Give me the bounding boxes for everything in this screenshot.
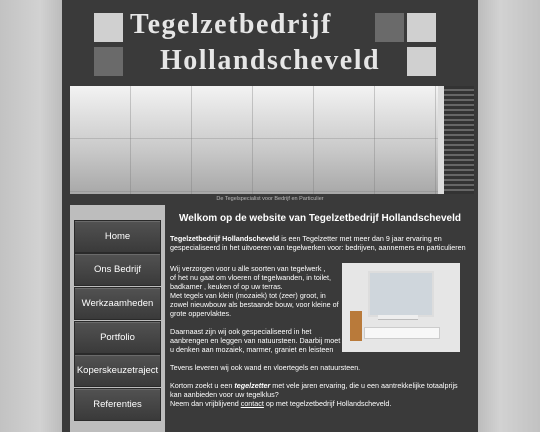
banner-radiator	[444, 86, 474, 194]
services-line: Wij verzorgen voor u alle soorten van tegelwerk ,	[170, 264, 326, 273]
nav-referenties[interactable]: Referenties	[74, 388, 161, 421]
nav-ons-bedrijf[interactable]: Ons Bedrijf	[74, 253, 161, 286]
natuursteen-line: Daarnaast zijn wij ook gespecialiseerd in het	[170, 327, 312, 336]
nav-werkzaamheden[interactable]: Werkzaamheden	[74, 287, 161, 320]
contact-link[interactable]: contact	[240, 399, 264, 408]
banner-tiles	[70, 86, 438, 194]
logo-text-line2: Hollandscheveld	[160, 45, 381, 76]
nav-home[interactable]: Home	[74, 220, 161, 253]
natuursteen-line: u denken aan mozaiek, marmer, graniet en leisteen	[170, 345, 334, 354]
intro-company-name: Tegelzetbedrijf Hollandscheveld	[170, 234, 280, 243]
contact-paragraph	[170, 399, 470, 408]
page-heading: Welkom op de website van Tegelzetbedrijf Hollandscheveld	[179, 213, 461, 224]
kortom-paragraph	[170, 381, 470, 399]
logo-square	[375, 13, 404, 42]
nav-koperskeuzetraject[interactable]: Koperskeuzetraject	[74, 354, 161, 387]
intro-text: is een Tegelzetter met meer dan 9 jaar ervaring en gespecialiseerd in het uitvoeren van tegelwerken voor: bedrijven, aannemers en particulieren	[170, 234, 466, 252]
kortom-text: met vele jaren ervaring, die u een aantrekkelijke totaalprijs kan aanbieden voor uw tegelklus?	[170, 381, 458, 399]
photo-mirror	[368, 271, 434, 317]
sidebar-nav	[70, 205, 165, 432]
photo-cabinet	[350, 311, 362, 341]
logo-square	[407, 47, 436, 76]
contact-text: op met tegelzetbedrijf Hollandscheveld.	[263, 399, 392, 408]
services-line: badkamer , keuken of op uw terras.	[170, 282, 283, 291]
services-line: zowel nieuwbouw als bestaande bouw, voor kleine of	[170, 300, 339, 309]
logo-square	[94, 13, 123, 42]
logo-text-line1: Tegelzetbedrijf	[130, 9, 332, 40]
banner-caption: De Tegelspecialist voor Bedrijf en Particulier	[216, 196, 324, 202]
site-logo[interactable]	[62, 0, 478, 84]
kortom-text: Kortom zoekt u een	[170, 381, 235, 390]
intro-paragraph	[170, 234, 470, 252]
logo-square	[94, 47, 123, 76]
kortom-emphasis: tegelzetter	[234, 381, 271, 390]
levering-paragraph: Tevens leveren wij ook wand en vloertegels en natuursteen.	[170, 363, 361, 372]
header-banner-image	[70, 86, 474, 194]
services-line: grote oppervlaktes.	[170, 309, 232, 318]
photo-shelf	[378, 315, 418, 320]
services-line: of het nu gaat om vloeren of tegelwanden, in toilet,	[170, 273, 332, 282]
contact-text: Neem dan vrijblijvend	[170, 399, 241, 408]
nav-portfolio[interactable]: Portfolio	[74, 321, 161, 354]
page	[62, 0, 478, 432]
logo-square	[407, 13, 436, 42]
natuursteen-line: aanbrengen en leggen van natuursteen. Daarbij moet	[170, 336, 341, 345]
services-line: Met tegels van klein (mozaiek) tot (zeer) groot, in	[170, 291, 326, 300]
bathroom-photo	[342, 263, 460, 352]
photo-sink	[364, 327, 440, 339]
